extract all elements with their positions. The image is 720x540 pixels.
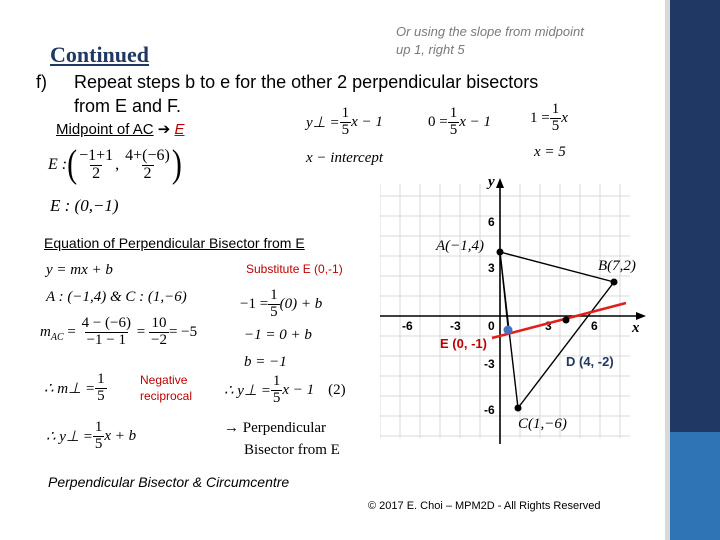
midpoint-x-fraction: $\frac{-1+1}{2}$	[79, 147, 114, 182]
label-A: A(−1,4)	[436, 238, 485, 254]
x-tick: -6	[402, 319, 413, 333]
x-axis-arrow-icon	[636, 312, 646, 320]
vertex-A	[497, 249, 504, 256]
line-equation: y = mx + b	[46, 262, 113, 278]
slope-note-line1: Or using the slope from midpoint	[396, 24, 584, 39]
label-B: B(7,2)	[598, 258, 636, 274]
vertex-C	[515, 405, 522, 412]
x-tick: 0	[488, 319, 495, 333]
vertex-D	[563, 317, 570, 324]
vertex-B	[611, 279, 618, 286]
bisector-from-e: Bisector from E	[244, 442, 340, 458]
right-bar	[670, 0, 720, 432]
perp-equation: ∴ y⊥ = $\frac{1}{5}$ x + b	[46, 419, 137, 452]
y-axis-label: y	[488, 176, 495, 190]
midpoint-heading	[56, 120, 185, 138]
label-E: E (0, -1)	[440, 336, 487, 351]
negative-reciprocal-note: Negative reciprocal	[140, 373, 193, 403]
midpoint-result: E : (0,−1)	[50, 196, 119, 215]
intercept-eq3: 1 = $\frac{1}{5}$ x	[530, 101, 568, 134]
midpoint-E	[504, 326, 513, 335]
section-title: Equation of Perpendicular Bisector from E	[44, 235, 305, 251]
footer-caption: Perpendicular Bisector & Circumcentre	[48, 474, 290, 490]
substitute-label: Substitute E (0,-1)	[246, 262, 343, 276]
perpendicular-bisector	[492, 303, 626, 338]
label-C: C(1,−6)	[518, 416, 567, 432]
midpoint-E-label: E :	[48, 156, 68, 174]
label-D: D (4, -2)	[566, 354, 614, 369]
arrow-icon: ➔	[157, 121, 171, 138]
points-AC: A : (−1,4) & C : (1,−6)	[46, 289, 187, 305]
right-bar-accent	[670, 432, 720, 540]
midpoint-y-fraction: $\frac{4+(-6)}{2}$	[125, 147, 170, 182]
y-axis-arrow-icon	[496, 178, 504, 188]
step-text-line2: from E and F.	[74, 96, 182, 116]
coordinate-graph	[380, 176, 665, 446]
intercept-label: x − intercept	[306, 150, 384, 166]
intercept-eq2: 0 = $\frac{1}{5}$ x − 1	[428, 105, 491, 138]
substitute-line4: ∴ y⊥ = $\frac{1}{5}$ x − 1 (2)	[224, 373, 346, 406]
perp-bisector-label: → Perpendicular	[224, 420, 327, 436]
x-tick: -3	[450, 319, 461, 333]
y-tick: 3	[488, 261, 495, 275]
y-tick: 6	[488, 215, 495, 229]
step-label: f)	[36, 72, 47, 92]
x-tick: 6	[591, 319, 598, 333]
midpoint-letter: E	[174, 121, 185, 138]
substitute-line1: −1 = $\frac{1}{5}$ (0) + b	[240, 287, 323, 320]
intercept-result: x = 5	[534, 144, 566, 160]
copyright: © 2017 E. Choi – MPM2D - All Rights Reserved	[368, 500, 601, 512]
slide-title: Continued	[50, 42, 150, 67]
slope-note-line2: up 1, right 5	[396, 42, 465, 57]
midpoint-label: Midpoint of AC	[56, 121, 154, 138]
slope-AC: m AC = $\frac{4 - (-6)}{-1 - 1}$ = $\frac{10}{-2}$ = −5	[40, 315, 198, 348]
substitute-line3: b = −1	[244, 354, 287, 370]
y-tick: -6	[484, 403, 495, 417]
x-axis-label: x	[632, 320, 640, 336]
midpoint-formula: E : ( $\frac{-1+1}{2}$ , $\frac{4+(-6)}{2}$ )	[48, 143, 182, 187]
substitute-line2: −1 = 0 + b	[244, 327, 312, 343]
x-tick: 3	[545, 319, 552, 333]
perp-slope: ∴ m⊥ = $\frac{1}{5}$	[44, 371, 105, 404]
y-tick: -3	[484, 357, 495, 371]
intercept-eq1: y⊥ = $\frac{1}{5}$ x − 1	[306, 105, 383, 138]
step-text-line1: Repeat steps b to e for the other 2 perpendicular bisectors	[74, 72, 539, 92]
